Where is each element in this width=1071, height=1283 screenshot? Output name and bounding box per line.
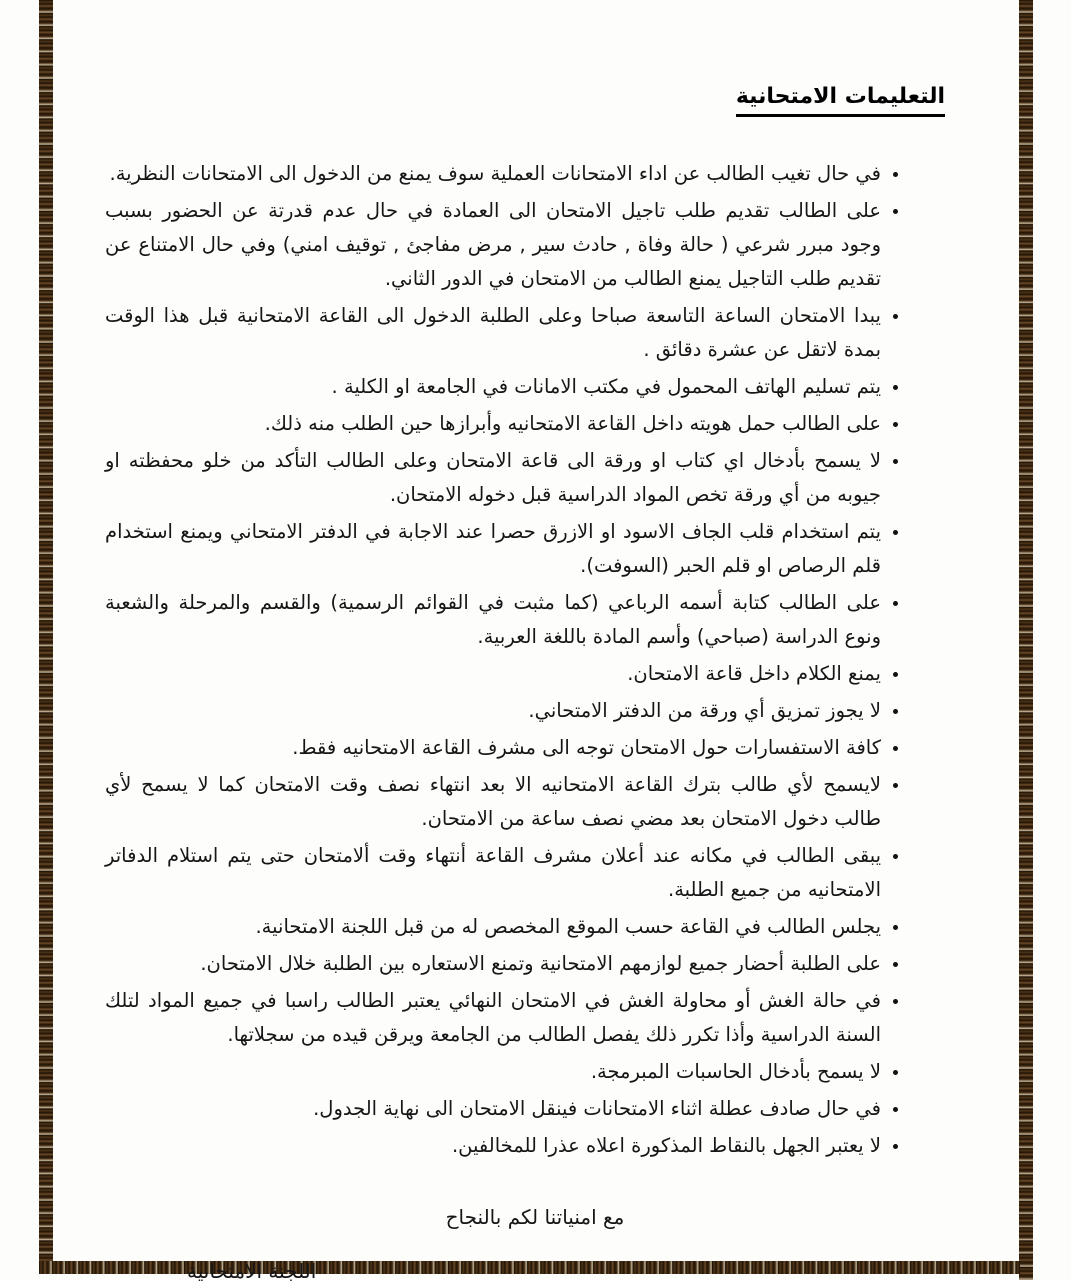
instruction-item: • يبقى الطالب في مكانه عند أعلان مشرف القاعة أنتهاء وقت ألامتحان حتى يتم استلام الدفاتر الامتحانيه من جميع الطلبة.: [105, 839, 881, 907]
instruction-item: • يتم تسليم الهاتف المحمول في مكتب الامانات في الجامعة او الكلية .: [105, 370, 881, 404]
instruction-item: • يجلس الطالب في القاعة حسب الموقع المخصص له من قبل اللجنة الامتحانية.: [105, 910, 881, 944]
instruction-item: • على الطالب كتابة أسمه الرباعي (كما مثبت في القوائم الرسمية) والقسم والمرحلة والشعبة ونوع الدراسة (صباحي) وأسم المادة باللغة العربية.: [105, 586, 881, 654]
instruction-item: • لا يسمح بأدخال اي كتاب او ورقة الى قاعة الامتحان وعلى الطالب التأكد من خلو محفظته او جيوبه من أي ورقة تخص المواد الدراسية قبل دخوله الامتحان.: [105, 444, 881, 512]
instructions-list: [105, 157, 887, 1163]
closing-wish: مع امنياتنا لكم بالنجاح: [445, 1205, 625, 1229]
decorative-border-left: [39, 0, 53, 1273]
document-title: التعليمات الامتحانية: [736, 84, 945, 117]
instruction-item: • في حال صادف عطلة اثناء الامتحانات فينقل الامتحان الى نهاية الجدول.: [105, 1092, 881, 1126]
decorative-border-right: [1019, 0, 1033, 1280]
instruction-item: • يتم استخدام قلب الجاف الاسود او الازرق حصرا عند الاجابة في الدفتر الامتحاني ويمنع استخدام قلم الرصاص او قلم الحبر (السوفت).: [105, 515, 881, 583]
instruction-item: • لا يعتبر الجهل بالنقاط المذكورة اعلاه عذرا للمخالفين.: [105, 1129, 881, 1163]
instruction-item: • على الطالب حمل هويته داخل القاعة الامتحانيه وأبرازها حين الطلب منه ذلك.: [105, 407, 881, 441]
instruction-item: • يبدا الامتحان الساعة التاسعة صباحا وعلى الطلبة الدخول الى القاعة الامتحانية قبل هذا الوقت بمدة لاتقل عن عشرة دقائق .: [105, 299, 881, 367]
instruction-item: • على الطالب تقديم طلب تاجيل الامتحان الى العمادة في حال عدم قدرتة عن الحضور بسبب وجود مبرر شرعي ( حالة وفاة , حادث سير , مرض مفاجئ , توقيف امني) وفي حال الامتناع عن تقديم طلب التاجيل يمنع الطالب من الامتحان في الدور الثاني.: [105, 194, 881, 296]
instruction-item: • لا يجوز تمزيق أي ورقة من الدفتر الامتحاني.: [105, 694, 881, 728]
instruction-item: • لايسمح لأي طالب بترك القاعة الامتحانيه الا بعد انتهاء نصف وقت الامتحان كما لا يسمح لأي طالب دخول الامتحان بعد مضي نصف ساعة من الامتحان.: [105, 768, 881, 836]
instruction-item: • يمنع الكلام داخل قاعة الامتحان.: [105, 657, 881, 691]
instruction-item: • في حال تغيب الطالب عن اداء الامتحانات العملية سوف يمنع من الدخول الى الامتحانات النظرية.: [105, 157, 881, 191]
instruction-item: • على الطلبة أحضار جميع لوازمهم الامتحانية وتمنع الاستعاره بين الطلبة خلال الامتحان.: [105, 947, 881, 981]
instruction-item: • كافة الاستفسارات حول الامتحان توجه الى مشرف القاعة الامتحانيه فقط.: [105, 731, 881, 765]
instruction-item: • في حالة الغش أو محاولة الغش في الامتحان النهائي يعتبر الطالب راسبا في جميع المواد لتلك السنة الدراسية وأذا تكرر ذلك يفصل الطالب من الجامعة ويرقن قيده من سجلاتها.: [105, 984, 881, 1052]
instruction-item: • لا يسمح بأدخال الحاسبات المبرمجة.: [105, 1055, 881, 1089]
signature-committee: اللجنة الامتحانية: [187, 1259, 317, 1283]
document-content: [105, 84, 945, 1283]
